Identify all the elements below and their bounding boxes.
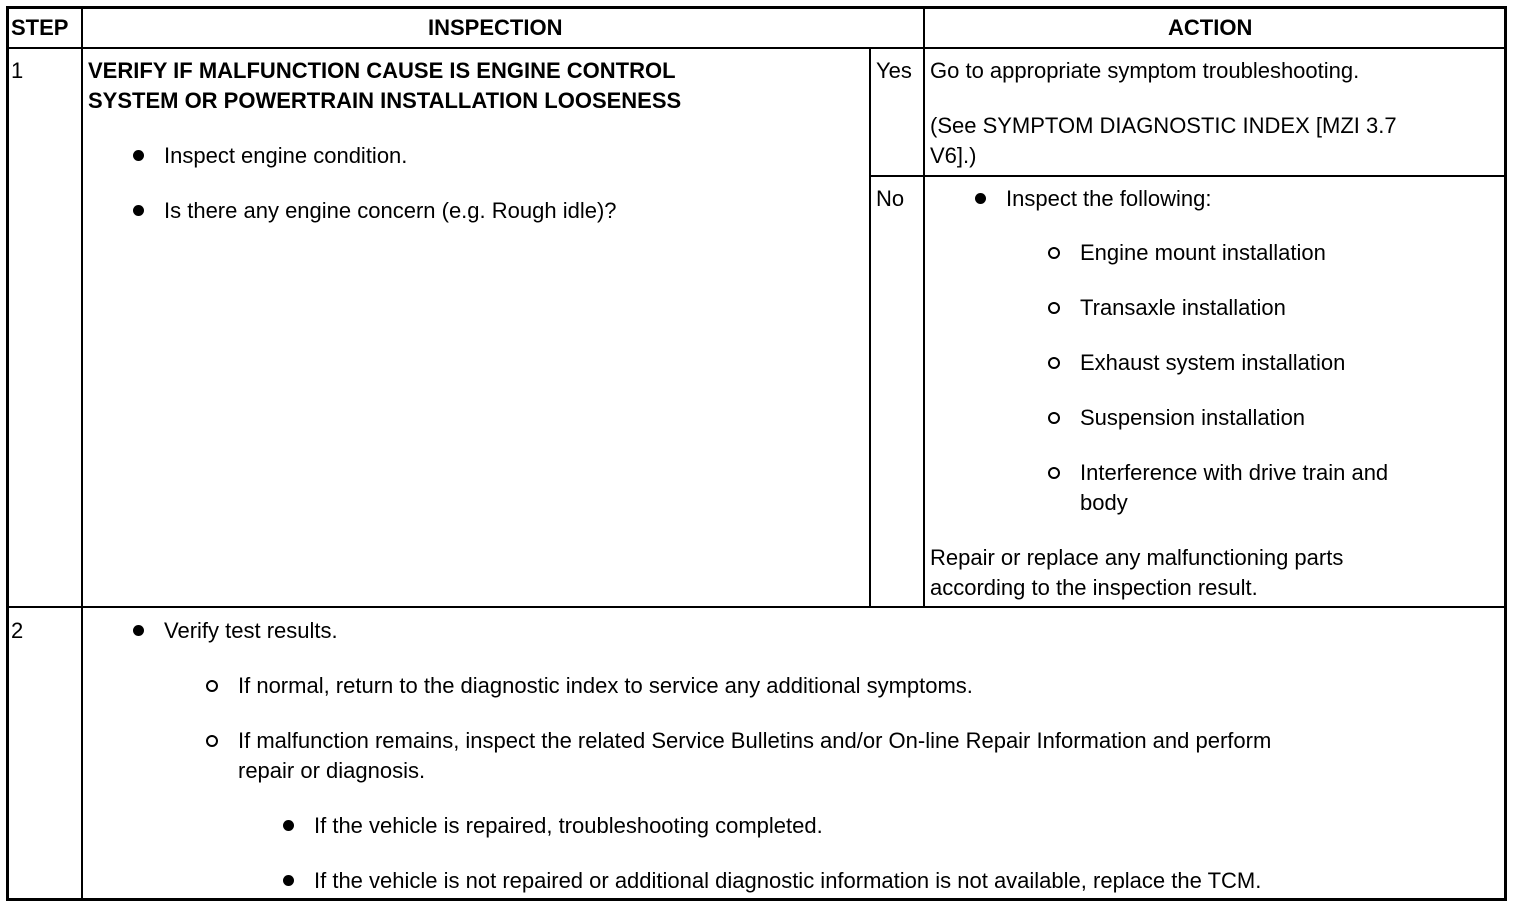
repair-note: according to the inspection result. [930, 575, 1258, 600]
no-item: Interference with drive train and [1080, 460, 1389, 485]
no-label: No [876, 186, 905, 211]
grid-line [923, 8, 925, 608]
yes-label: Yes [876, 58, 912, 83]
bullet-icon [283, 875, 294, 886]
header-inspection: INSPECTION [428, 15, 563, 40]
step-number: 1 [11, 58, 24, 83]
yes-action: Go to appropriate symptom troubleshooting. [930, 58, 1360, 83]
step2-sub: If normal, return to the diagnostic index to service any additional symptoms. [238, 673, 973, 698]
grid-line [869, 48, 871, 608]
no-item: Transaxle installation [1080, 295, 1286, 320]
inspection-bullet: Inspect engine condition. [164, 143, 408, 168]
step2-subsub: If the vehicle is repaired, troubleshooting completed. [314, 813, 823, 838]
bullet-icon [133, 625, 144, 636]
no-item: Exhaust system installation [1080, 350, 1346, 375]
header-action: ACTION [1168, 15, 1253, 40]
header-step: STEP [11, 15, 69, 40]
step2-subsub: If the vehicle is not repaired or additional diagnostic information is not available, replace the TCM. [314, 868, 1262, 893]
sub-bullet-icon [1048, 247, 1060, 259]
step-title: SYSTEM OR POWERTRAIN INSTALLATION LOOSENESS [88, 88, 682, 113]
yes-reference: (See SYMPTOM DIAGNOSTIC INDEX [MZI 3.7 [930, 113, 1397, 138]
grid-line [8, 47, 1506, 49]
step2-sub: If malfunction remains, inspect the related Service Bulletins and/or On-line Repair Information and perform [238, 728, 1272, 753]
sub-bullet-icon [1048, 467, 1060, 479]
no-item: Engine mount installation [1080, 240, 1326, 265]
bullet-icon [975, 193, 986, 204]
bullet-icon [283, 820, 294, 831]
step-number: 2 [11, 618, 24, 643]
sub-bullet-icon [1048, 412, 1060, 424]
sub-bullet-icon [206, 735, 218, 747]
repair-note: Repair or replace any malfunctioning parts [930, 545, 1344, 570]
no-item: body [1080, 490, 1128, 515]
grid-line [8, 606, 1506, 608]
no-intro: Inspect the following: [1006, 186, 1212, 211]
sub-bullet-icon [1048, 357, 1060, 369]
step2-sub: repair or diagnosis. [238, 758, 426, 783]
step-title: VERIFY IF MALFUNCTION CAUSE IS ENGINE CONTROL [88, 58, 676, 83]
yes-reference: V6].) [930, 143, 977, 168]
no-item: Suspension installation [1080, 405, 1306, 430]
grid-line [870, 175, 1506, 177]
bullet-icon [133, 150, 144, 161]
inspection-bullet: Is there any engine concern (e.g. Rough idle)? [164, 198, 617, 223]
step2-bullet: Verify test results. [164, 618, 338, 643]
sub-bullet-icon [206, 680, 218, 692]
grid-line [81, 8, 83, 900]
bullet-icon [133, 205, 144, 216]
sub-bullet-icon [1048, 302, 1060, 314]
